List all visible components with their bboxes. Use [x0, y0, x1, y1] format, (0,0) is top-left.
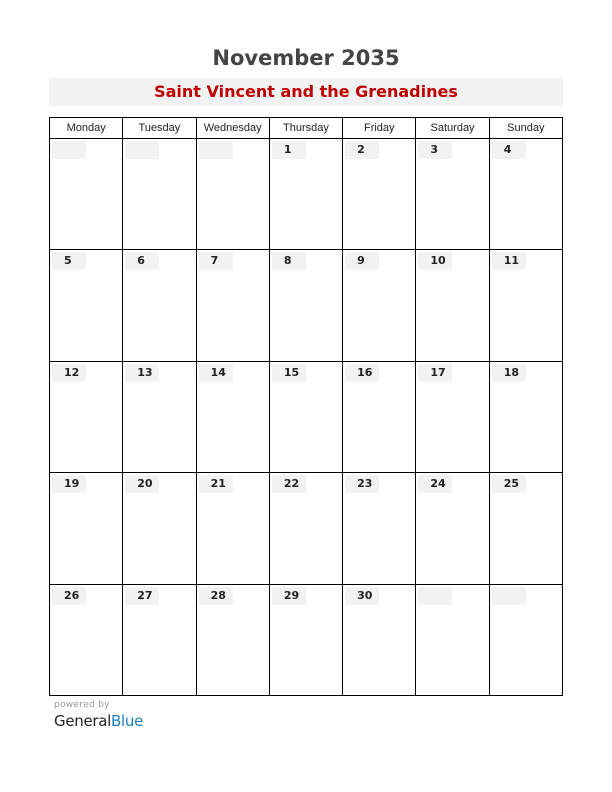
powered-by-label: powered by — [54, 700, 110, 710]
day-number: 7 — [199, 252, 233, 270]
day-cell — [196, 585, 269, 696]
day-number: 3 — [418, 141, 452, 159]
weekday-header: Thursday — [269, 118, 342, 138]
day-cell — [489, 139, 562, 249]
day-number — [125, 141, 159, 159]
day-cell — [50, 250, 122, 360]
day-cell — [415, 139, 488, 249]
weekday-header-row — [50, 118, 562, 139]
brand-name-part: General — [54, 712, 112, 730]
day-cell — [415, 362, 488, 472]
day-number: 28 — [199, 587, 233, 605]
day-cell — [342, 473, 415, 583]
day-number: 26 — [52, 587, 86, 605]
day-cell — [415, 250, 488, 360]
day-number: 8 — [272, 252, 306, 270]
weekday-header: Monday — [66, 122, 106, 134]
footer-branding — [54, 700, 143, 730]
week-row — [50, 585, 562, 696]
day-number — [492, 587, 526, 605]
day-number: 17 — [418, 364, 452, 382]
day-number: 13 — [125, 364, 159, 382]
week-row — [50, 139, 562, 250]
day-number: 18 — [492, 364, 526, 382]
day-cell — [489, 585, 562, 696]
day-number: 23 — [345, 475, 379, 493]
day-cell — [489, 362, 562, 472]
day-number: 30 — [345, 587, 379, 605]
weekday-header: Saturday — [415, 118, 488, 138]
day-cell — [122, 250, 195, 360]
day-cell — [415, 585, 488, 696]
day-cell — [342, 362, 415, 472]
country-banner — [49, 78, 563, 106]
day-cell — [122, 473, 195, 583]
brand-logo[interactable] — [54, 712, 143, 730]
day-cell — [50, 362, 122, 472]
day-cell — [489, 250, 562, 360]
day-number: 21 — [199, 475, 233, 493]
day-number: 24 — [418, 475, 452, 493]
day-number: 6 — [125, 252, 159, 270]
day-cell — [122, 139, 195, 249]
day-cell — [269, 585, 342, 696]
day-number: 29 — [272, 587, 306, 605]
week-row — [50, 250, 562, 361]
weekday-header: Tuesday — [122, 118, 195, 138]
weekday-header: Wednesday — [196, 118, 269, 138]
day-cell — [269, 473, 342, 583]
day-number — [418, 587, 452, 605]
day-number: 11 — [492, 252, 526, 270]
day-number: 16 — [345, 364, 379, 382]
day-cell — [489, 473, 562, 583]
day-number: 15 — [272, 364, 306, 382]
country-name: Saint Vincent and the Grenadines — [154, 82, 458, 101]
day-number: 9 — [345, 252, 379, 270]
day-cell — [342, 585, 415, 696]
day-number: 2 — [345, 141, 379, 159]
day-cell — [122, 585, 195, 696]
day-cell — [196, 250, 269, 360]
day-number: 20 — [125, 475, 159, 493]
day-cell — [196, 139, 269, 249]
weekday-header: Sunday — [489, 118, 562, 138]
calendar-grid — [49, 117, 563, 696]
day-number: 10 — [418, 252, 452, 270]
day-number: 22 — [272, 475, 306, 493]
day-cell — [122, 362, 195, 472]
day-number: 1 — [272, 141, 306, 159]
day-cell — [269, 362, 342, 472]
day-number: 5 — [52, 252, 86, 270]
weekday-header: Friday — [342, 118, 415, 138]
day-cell — [50, 139, 122, 249]
day-cell — [342, 250, 415, 360]
day-cell — [196, 473, 269, 583]
week-row — [50, 362, 562, 473]
day-cell — [269, 250, 342, 360]
day-number — [199, 141, 233, 159]
day-number — [52, 141, 86, 159]
page-title: November 2035 — [212, 46, 400, 70]
day-cell — [342, 139, 415, 249]
day-number: 25 — [492, 475, 526, 493]
day-cell — [196, 362, 269, 472]
day-number: 4 — [492, 141, 526, 159]
day-number: 19 — [52, 475, 86, 493]
day-cell — [50, 473, 122, 583]
brand-name-part: Blue — [111, 712, 144, 730]
day-cell — [415, 473, 488, 583]
week-row — [50, 473, 562, 584]
day-cell — [269, 139, 342, 249]
day-cell — [50, 585, 122, 696]
day-number: 27 — [125, 587, 159, 605]
day-number: 14 — [199, 364, 233, 382]
day-number: 12 — [52, 364, 86, 382]
